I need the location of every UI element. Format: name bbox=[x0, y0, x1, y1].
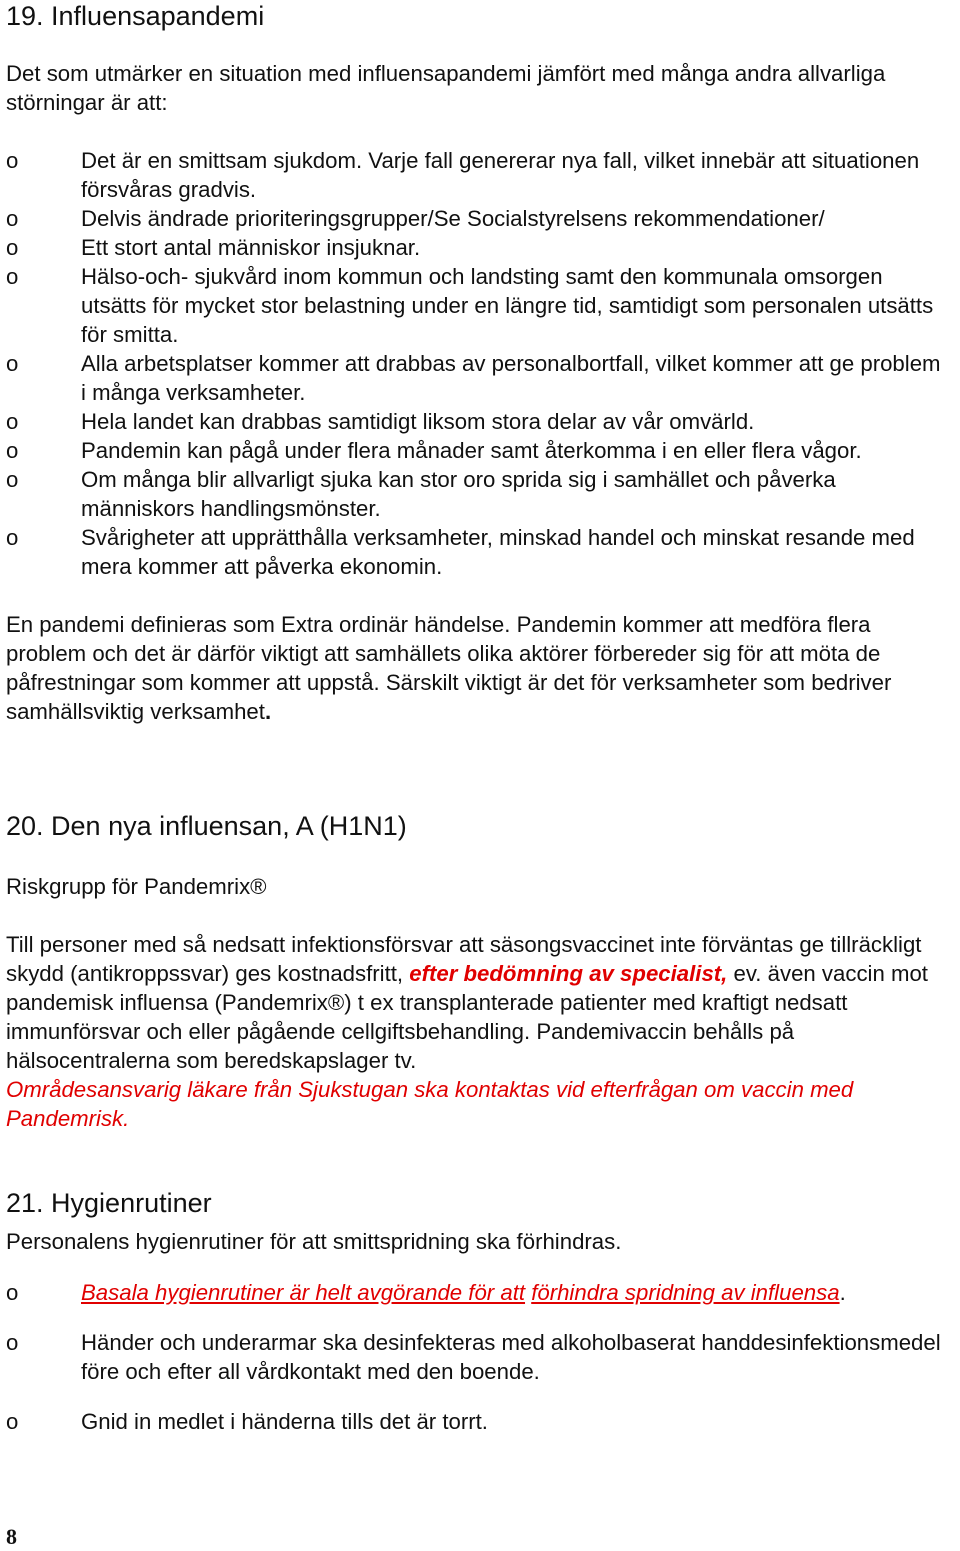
section-19-list bbox=[6, 146, 950, 581]
bullet-marker: o bbox=[6, 1330, 19, 1355]
list-item: o Alla arbetsplatser kommer att drabbas av personalbortfall, vilket kommer att ge problem i många verksamheter. bbox=[6, 351, 941, 405]
list-item: o Svårigheter att upprätthålla verksamheter, minskad handel och minskat resande med mera kommer att påverka ekonomin. bbox=[6, 525, 915, 579]
list-item: o Basala hygienrutiner är helt avgörande för att förhindra spridning av influensa. bbox=[6, 1280, 846, 1305]
document-page bbox=[6, 0, 950, 1549]
bullet-marker: o bbox=[6, 148, 19, 173]
list-item: o Ett stort antal människor insjuknar. bbox=[6, 235, 421, 260]
list-item: o Pandemin kan pågå under flera månader samt återkomma i en eller flera vågor. bbox=[6, 438, 862, 463]
list-item: o Delvis ändrade prioriteringsgrupper/Se Socialstyrelsens rekommendationer/ bbox=[6, 206, 825, 231]
section-20-notice: Områdesansvarig läkare från Sjukstugan ska kontaktas vid efterfrågan om vaccin med Pandemrisk. bbox=[6, 1077, 854, 1131]
list-item: o Hela landet kan drabbas samtidigt liksom stora delar av vår omvärld. bbox=[6, 409, 755, 434]
bullet-marker: o bbox=[6, 409, 19, 434]
bullet-marker: o bbox=[6, 235, 19, 260]
section-19-closing: En pandemi definieras som Extra ordinär händelse. Pandemin kommer att medföra flera problem och det är därför viktigt att samhällets olika aktörer förbereder sig för att möta de påfrestningar som kommer att uppstå. Särskilt viktigt är det för verksamheter som bedriver samhällsviktig verksamhet. bbox=[6, 612, 892, 724]
section-20-subtitle: Riskgrupp för Pandemrix® bbox=[6, 874, 267, 899]
bullet-marker: o bbox=[6, 264, 19, 289]
page-number: 8 bbox=[6, 1524, 17, 1549]
bullet-marker: o bbox=[6, 525, 19, 550]
bullet-marker: o bbox=[6, 206, 19, 231]
section-21-list bbox=[6, 1278, 950, 1436]
section-21-intro: Personalens hygienrutiner för att smittspridning ska förhindras. bbox=[6, 1229, 622, 1254]
list-item: o Gnid in medlet i händerna tills det är torrt. bbox=[6, 1409, 488, 1434]
bullet-marker: o bbox=[6, 351, 19, 376]
section-20-paragraph: Till personer med så nedsatt infektionsförsvar att säsongsvaccinet inte förväntas ge tillräckligt skydd (antikroppssvar) ges kostnadsfritt, efter bedömning av specialist, ev. även vaccin mot pandemisk influensa (Pandemrix®) t ex transplanterade patienter med kraftigt nedsatt immunförsvar och eller pågående cellgiftsbehandling. Pandemivaccin behålls på hälsocentralerna som beredskapslager tv. bbox=[6, 932, 928, 1073]
list-item: o Det är en smittsam sjukdom. Varje fall genererar nya fall, vilket innebär att situationen försvåras gradvis. bbox=[6, 148, 920, 202]
section-19-intro: Det som utmärker en situation med influensapandemi jämfört med många andra allvarliga störningar är att: bbox=[6, 61, 886, 115]
bullet-marker: o bbox=[6, 1409, 19, 1434]
list-item: o Händer och underarmar ska desinfekteras med alkoholbaserat handdesinfektionsmedel före och efter all vårdkontakt med den boende. bbox=[6, 1330, 941, 1384]
section-21-title: 21. Hygienrutiner bbox=[6, 1188, 212, 1218]
bullet-marker: o bbox=[6, 438, 19, 463]
list-item: o Om många blir allvarligt sjuka kan stor oro sprida sig i samhället och påverka människors handlingsmönster. bbox=[6, 467, 836, 521]
bullet-marker: o bbox=[6, 467, 19, 492]
section-19-title: 19. Influensapandemi bbox=[6, 1, 265, 31]
list-item: o Hälso-och- sjukvård inom kommun och landsting samt den kommunala omsorgen utsätts för mycket stor belastning under en längre tid, samtidigt som personalen utsätts för smitta. bbox=[6, 264, 934, 347]
bullet-marker: o bbox=[6, 1280, 19, 1305]
emphasis-text: efter bedömning av specialist, bbox=[409, 961, 728, 986]
section-20-title: 20. Den nya influensan, A (H1N1) bbox=[6, 811, 407, 841]
